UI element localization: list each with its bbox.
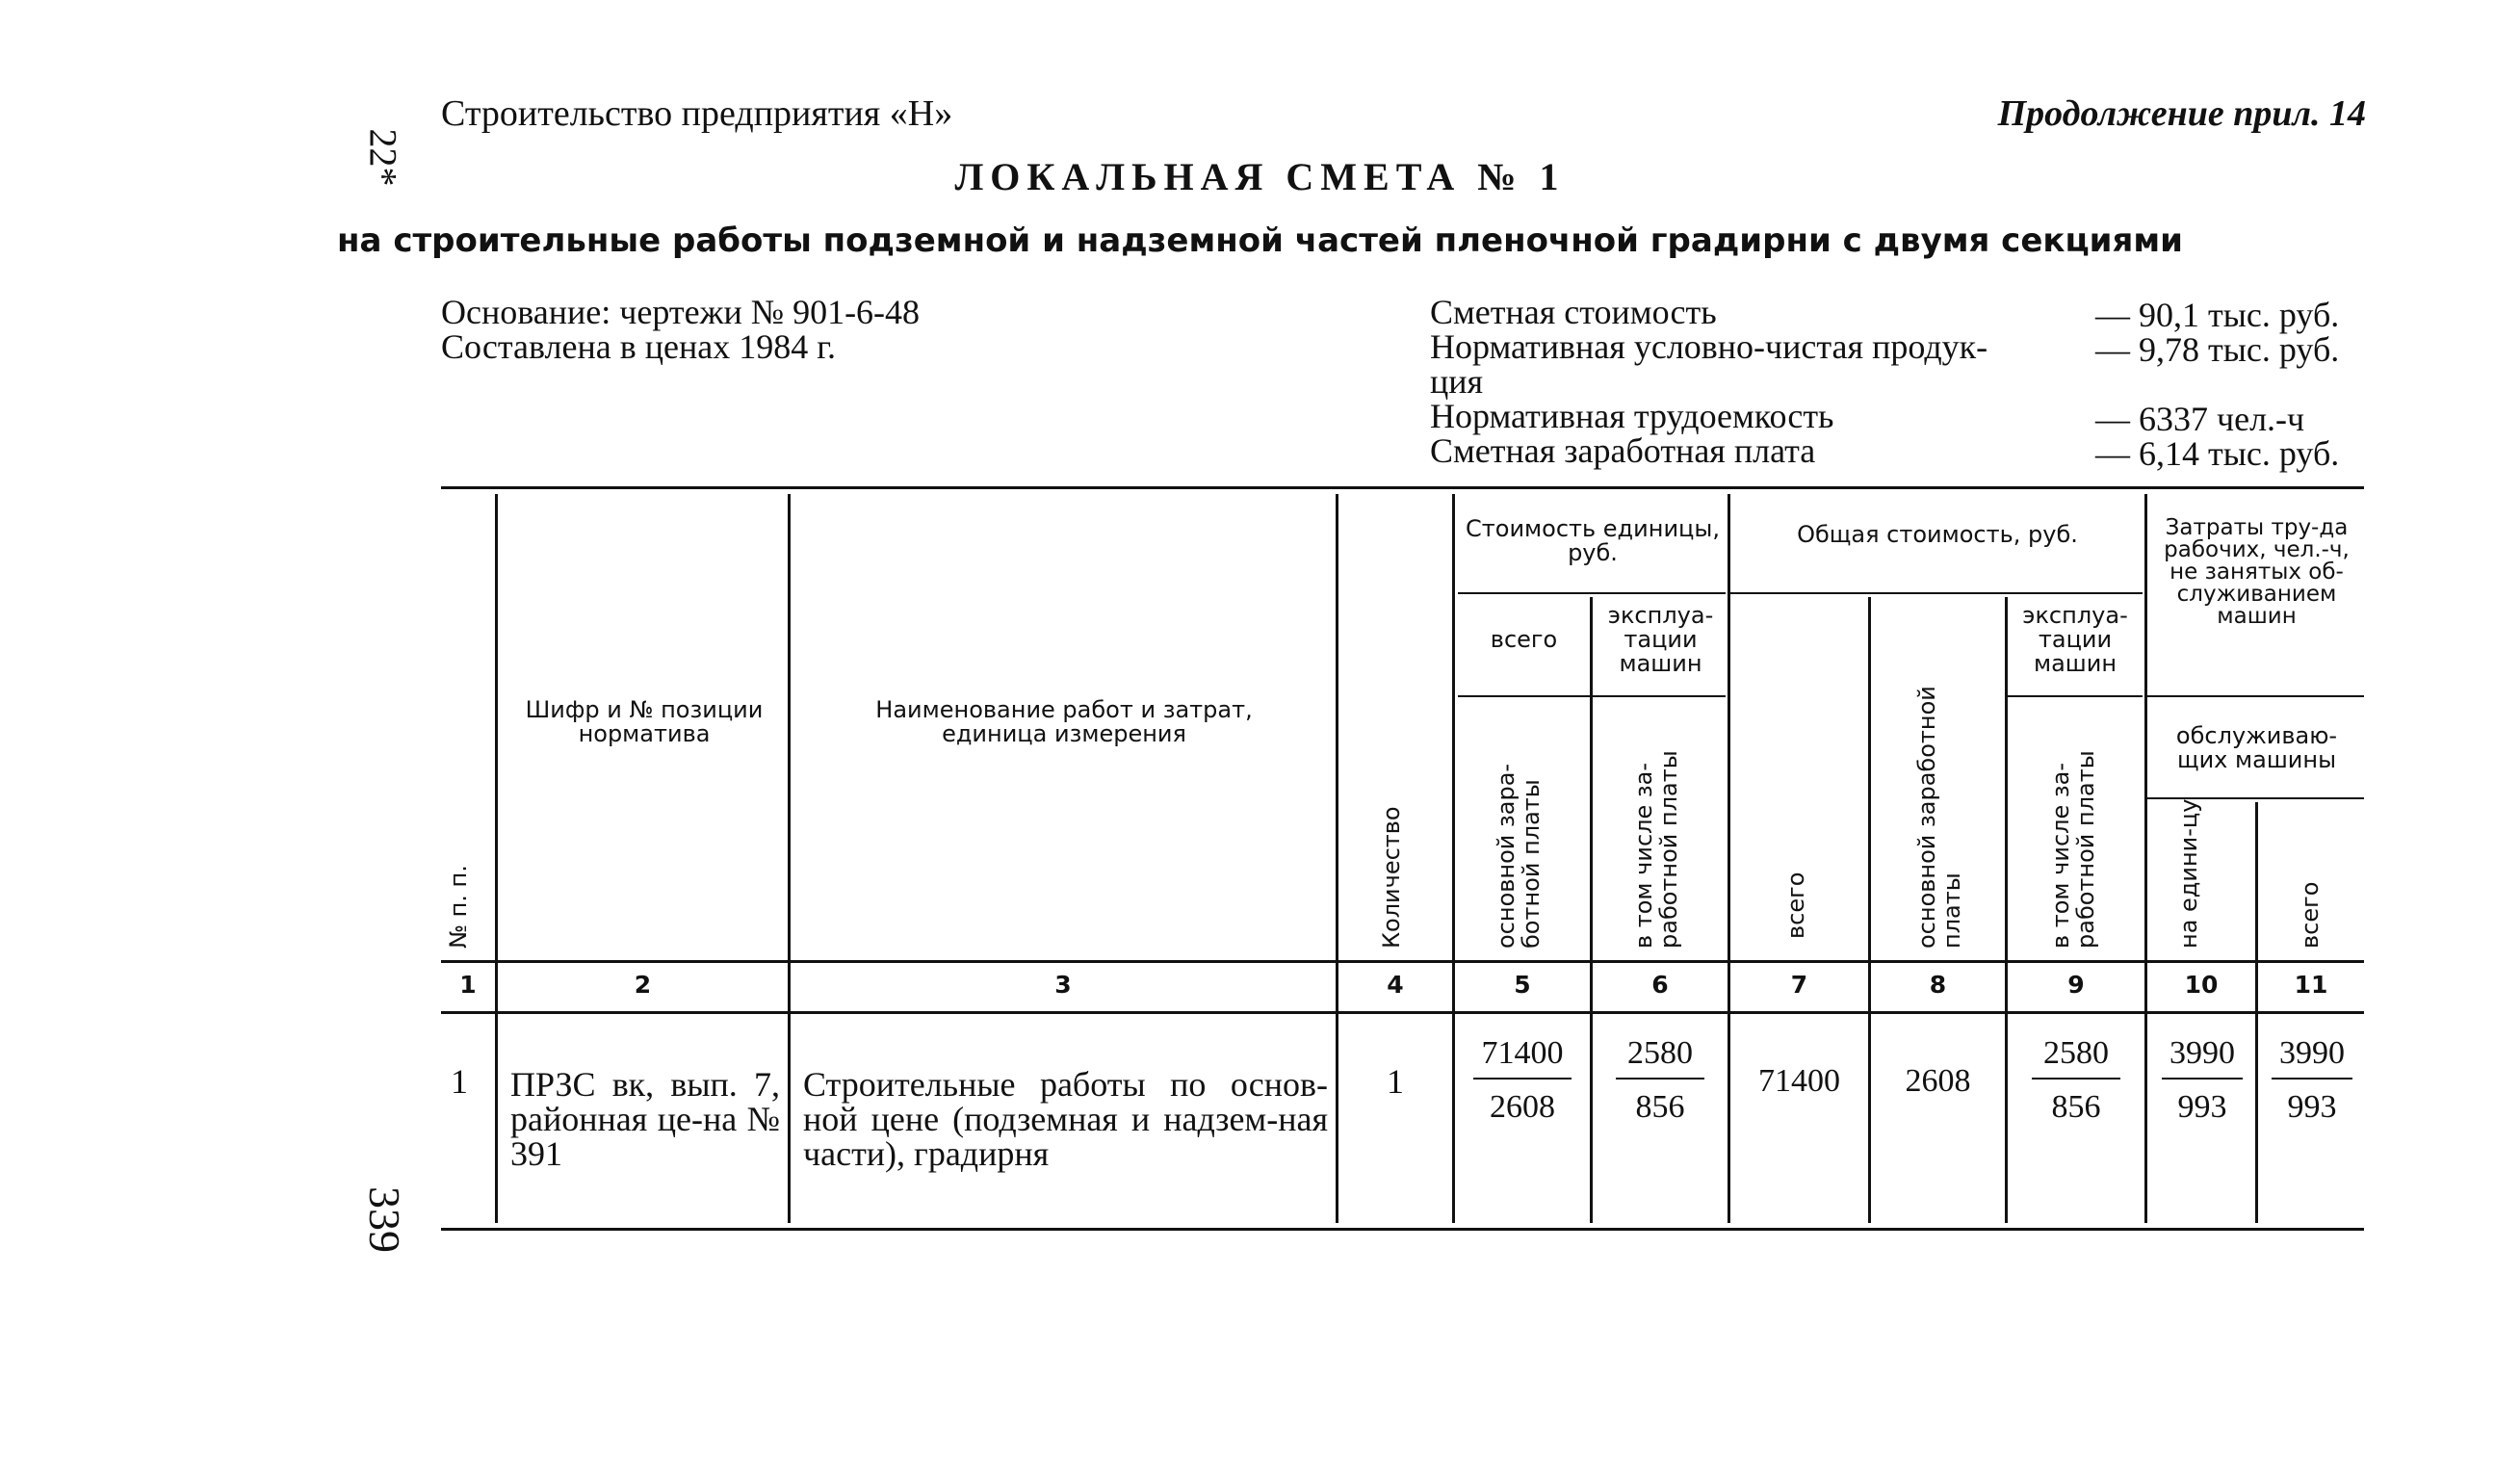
vline-8	[2005, 597, 2008, 1223]
colnum-6: 6	[1651, 971, 1669, 999]
vline-2	[788, 494, 791, 1223]
header-code: Шифр и № позиции норматива	[525, 696, 764, 747]
row-col11-bottom: 993	[2287, 1089, 2337, 1125]
colnum-8: 8	[1929, 971, 1947, 999]
row-col5-total: 71400	[1473, 1035, 1572, 1080]
rule-total-subheader	[1730, 592, 2143, 594]
row-col9	[2032, 1035, 2120, 1126]
appendix-continuation: Продолжение прил. 14	[1997, 93, 2366, 134]
header-unit-machines: эксплуа-тации машин	[1607, 602, 1714, 677]
row-col6-machines: 2580	[1616, 1035, 1704, 1080]
vline-9	[2144, 494, 2147, 1223]
colnum-5: 5	[1514, 971, 1531, 999]
info-label-wages: Сметная заработная плата	[1430, 431, 1816, 470]
info-label-cost: Сметная стоимость	[1430, 293, 1717, 331]
info-label-net-product-cont: ция	[1430, 362, 1484, 401]
row-col11-top: 3990	[2272, 1035, 2352, 1080]
header-labor-group: Затраты тру-да рабочих, чел.-ч, не занятых об-служиванием машин	[2164, 515, 2350, 629]
colnum-11: 11	[2294, 971, 2328, 999]
row-work-name: Строительные работы по основ-ной цене (подземная и надзем-ная части), градирня	[803, 1065, 1328, 1173]
row-col6-wages: 856	[1635, 1089, 1685, 1125]
rule-unit-subheader	[1458, 592, 1726, 594]
vline-6	[1728, 494, 1730, 1223]
info-value-labor: — 6337 чел.-ч	[2095, 400, 2305, 438]
colnum-9: 9	[2067, 971, 2085, 999]
vline-7	[1868, 597, 1871, 1223]
header-unit-total: всего	[1490, 626, 1558, 653]
header-col7: всего	[1782, 872, 1809, 939]
header-labor-serving: обслуживаю-щих машины	[2175, 722, 2338, 773]
side-page-number: 339	[360, 1186, 409, 1253]
row-col5	[1473, 1035, 1572, 1126]
row-col7: 71400	[1758, 1063, 1840, 1099]
vline-1	[495, 494, 498, 1223]
colnum-1: 1	[459, 971, 477, 999]
document-title: ЛОКАЛЬНАЯ СМЕТА № 1	[954, 155, 1566, 198]
header-col5: основной зара-ботной платы	[1493, 763, 1545, 949]
table-top-rule	[441, 486, 2364, 489]
row-number: 1	[451, 1062, 468, 1101]
info-value-cost: — 90,1 тыс. руб.	[2095, 296, 2340, 334]
colnum-4: 4	[1387, 971, 1404, 999]
vline-5	[1590, 597, 1593, 1223]
rule-labor-1	[2147, 695, 2364, 697]
rule-total-lower	[2008, 695, 2143, 697]
basis-line: Основание: чертежи № 901-6-48	[441, 293, 921, 331]
header-col9: в том числе за-работной платы	[2047, 750, 2099, 949]
vline-4	[1452, 494, 1455, 1223]
vline-10	[2255, 802, 2258, 1223]
prices-line: Составлена в ценах 1984 г.	[441, 327, 836, 366]
row-col10	[2162, 1035, 2243, 1126]
header-total-machines: эксплуа-тации машин	[2022, 602, 2128, 677]
row-col9-machines: 2580	[2032, 1035, 2120, 1080]
rule-colnums-bottom	[441, 1011, 2364, 1014]
project-name: Строительство предприятия «Н»	[441, 93, 953, 134]
info-value-net-product: — 9,78 тыс. руб.	[2095, 330, 2340, 369]
info-label-net-product: Нормативная условно-чистая продук-	[1430, 327, 1988, 366]
row-code: ПРЗС вк, вып. 7, районная це-на № 391	[510, 1065, 780, 1173]
header-row-number: № п. п.	[445, 865, 472, 949]
colnum-2: 2	[634, 971, 652, 999]
header-col8: основной заработной платы	[1913, 686, 1965, 949]
row-col10-top: 3990	[2162, 1035, 2243, 1080]
row-col9-wages: 856	[2051, 1089, 2101, 1125]
row-col5-wages: 2608	[1490, 1089, 1555, 1125]
header-col10: на едини-цу	[2175, 798, 2202, 949]
header-work-name: Наименование работ и затрат, единица измерения	[875, 696, 1253, 747]
rule-colnums-top	[441, 960, 2364, 963]
header-quantity: Количество	[1378, 806, 1405, 949]
header-unit-cost-group: Стоимость единицы, руб.	[1466, 515, 1720, 566]
header-total-cost-group: Общая стоимость, руб.	[1797, 521, 2078, 548]
row-col11	[2272, 1035, 2352, 1126]
side-mark-top: 22*	[361, 128, 405, 187]
row-col10-bottom: 993	[2177, 1089, 2227, 1125]
colnum-10: 10	[2184, 971, 2219, 999]
colnum-3: 3	[1054, 971, 1072, 999]
header-col6: в том числе за-работной платы	[1630, 750, 1682, 949]
table-bottom-rule	[441, 1228, 2364, 1231]
info-value-wages: — 6,14 тыс. руб.	[2095, 434, 2340, 473]
vline-3	[1336, 494, 1338, 1223]
document-subtitle: на строительные работы подземной и надземной частей пленочной градирни с двумя секциями	[337, 221, 2183, 260]
info-label-labor: Нормативная трудоемкость	[1430, 397, 1834, 435]
header-col11: всего	[2297, 881, 2324, 949]
row-col8: 2608	[1905, 1063, 1971, 1099]
row-col6	[1616, 1035, 1704, 1126]
colnum-7: 7	[1790, 971, 1808, 999]
row-quantity: 1	[1387, 1062, 1404, 1101]
